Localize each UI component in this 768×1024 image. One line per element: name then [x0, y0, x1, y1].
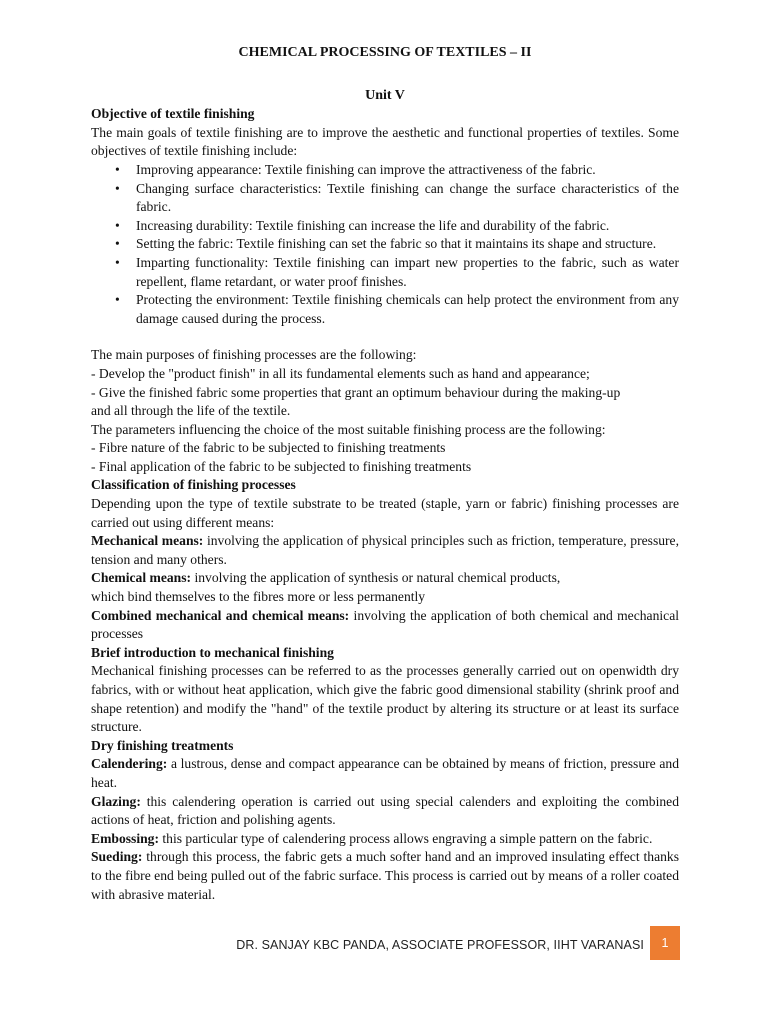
- term-label: Embossing:: [91, 830, 159, 846]
- objectives-list: [91, 161, 679, 328]
- bullet-icon: •: [115, 254, 120, 270]
- page-number-badge: 1: [650, 926, 680, 960]
- term-text: through this process, the fabric gets a much softer hand and an improved insulating effect thanks to the fibre end being pulled out of the fabric surface. This process is carried out by means of a roller coated with abrasive material.: [91, 849, 679, 902]
- term-text: this calendering operation is carried out using special calenders and exploiting the combined actions of heat, friction and polishing agents.: [91, 793, 679, 828]
- term-text: a lustrous, dense and compact appearance can be obtained by means of friction, pressure and heat.: [91, 756, 679, 790]
- paragraph-calendering: [91, 755, 679, 792]
- page-content: [91, 44, 679, 904]
- section-heading-classification: Classification of finishing processes: [91, 477, 296, 493]
- purposes-line: - Give the finished fabric some properties that grant an optimum behaviour during the making-up: [91, 384, 621, 400]
- term-text: involving the application of both chemical and mechanical processes: [91, 607, 680, 642]
- list-item: [115, 291, 679, 328]
- spacer: [91, 328, 679, 346]
- page-footer: [236, 926, 680, 960]
- list-item-text: Imparting functionality: Textile finishing can impart new properties to the fabric, such as water repellent, flame retardant, or water proof finishes.: [136, 254, 679, 289]
- term-label: Calendering:: [91, 756, 168, 772]
- paragraph-embossing: [91, 830, 679, 849]
- list-item-text: Increasing durability: Textile finishing can increase the life and durability of the fabric.: [136, 217, 610, 233]
- paragraph-sueding: [91, 848, 679, 904]
- term-label: Sueding:: [91, 849, 143, 865]
- term-label: Combined mechanical and chemical means:: [91, 607, 350, 623]
- purposes-line: The main purposes of finishing processes are the following:: [91, 347, 417, 363]
- term-label: Mechanical means:: [91, 533, 204, 549]
- bullet-icon: •: [115, 161, 120, 177]
- bullet-icon: •: [115, 180, 120, 196]
- list-item-text: Improving appearance: Textile finishing can improve the attractiveness of the fabric.: [136, 161, 596, 177]
- term-label: Chemical means:: [91, 570, 192, 586]
- term-text: involving the application of synthesis or natural chemical products,: [191, 570, 561, 586]
- parameters-line: The parameters influencing the choice of the most suitable finishing process are the following:: [91, 421, 606, 437]
- purposes-line: - Develop the "product finish" in all its fundamental elements such as hand and appearance;: [91, 365, 590, 381]
- list-item-text: Setting the fabric: Textile finishing can set the fabric so that it maintains its shape and structure.: [136, 236, 657, 252]
- bullet-icon: •: [115, 292, 120, 308]
- paragraph-mechanical-means: [91, 532, 679, 569]
- list-item: [115, 217, 679, 236]
- paragraph-combined-means: [91, 607, 679, 644]
- section-heading-dry-finishing: Dry finishing treatments: [91, 737, 234, 753]
- bullet-icon: •: [115, 236, 120, 252]
- paragraph-chemical-means: [91, 569, 679, 588]
- list-item-text: Protecting the environment: Textile finishing chemicals can help protect the environment from any damage caused during the process.: [136, 292, 679, 326]
- list-item: [115, 254, 679, 291]
- parameters-line: - Fibre nature of the fabric to be subjected to finishing treatments: [91, 440, 446, 456]
- section-heading-objective: Objective of textile finishing: [91, 106, 255, 122]
- section-heading-mechanical: Brief introduction to mechanical finishing: [91, 644, 334, 660]
- paragraph-classification-intro: Depending upon the type of textile substrate to be treated (staple, yarn or fabric) finishing processes are carried out using different means:: [91, 496, 679, 530]
- list-item: [115, 235, 679, 254]
- bullet-icon: •: [115, 217, 120, 233]
- parameters-line: - Final application of the fabric to be subjected to finishing treatments: [91, 458, 472, 474]
- paragraph-mechanical-intro: Mechanical finishing processes can be referred to as the processes generally carried out on openwidth dry fabrics, with or without heat application, which give the fabric good dimensional stability (shrink proof and shape retention) and modify the "hand" of the textile product by altering its structure or at least its surface structure.: [91, 663, 679, 735]
- term-label: Glazing:: [91, 793, 141, 809]
- footer-author: DR. SANJAY KBC PANDA, ASSOCIATE PROFESSOR, IIHT VARANASI: [236, 938, 644, 952]
- unit-heading: Unit V: [365, 87, 405, 103]
- purposes-line: and all through the life of the textile.: [91, 403, 291, 419]
- list-item: [115, 180, 679, 217]
- paragraph-objective-intro: The main goals of textile finishing are to improve the aesthetic and functional properties of textiles. Some objectives of textile finishing include:: [91, 124, 679, 159]
- list-item-text: Changing surface characteristics: Textile finishing can change the surface characteristics of the fabric.: [136, 180, 679, 215]
- paragraph-glazing: [91, 793, 679, 830]
- term-text: involving the application of physical principles such as friction, temperature, pressure, tension and many others.: [91, 533, 679, 567]
- document-title: CHEMICAL PROCESSING OF TEXTILES – II: [238, 45, 532, 60]
- list-item: [115, 161, 679, 180]
- term-text: this particular type of calendering process allows engraving a simple pattern on the fabric.: [159, 830, 653, 846]
- paragraph-chemical-means-cont: which bind themselves to the fibres more or less permanently: [91, 589, 426, 605]
